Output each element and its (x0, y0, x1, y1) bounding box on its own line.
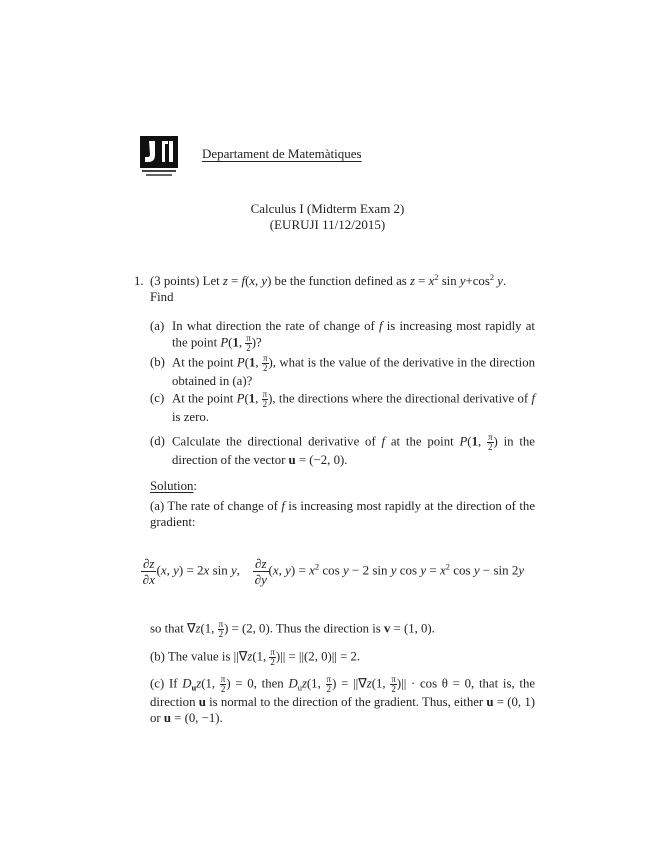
department-name: Departament de Matemàtiques (202, 146, 362, 161)
item-c-label: (c) (150, 391, 165, 405)
item-b-text: At the point P(1, $\frac{\pi}{2}$ ), what is the value of the derivative in the direction obtained in (a)? (172, 353, 535, 388)
university-logo-icon (140, 136, 178, 178)
question-number: 1. (134, 274, 144, 288)
solution-part-a: (a) The rate of change of f is increasing most rapidly at the direction of the gradient: (150, 499, 535, 529)
question-intro-b: be the function defined as (271, 274, 410, 288)
question-intro-a: Let (202, 274, 223, 288)
solution-part-c: (c) If $D_uz(1$, $\frac{\pi}{2}$ ) = 0, then $D_uz(1$, $\frac{\pi}{2}$ ) = ||∇z(1, $\frac{\pi}{2}$ )|| · cos θ = 0, that is, the direction u is normal to the direction of the gradient. Thus, either u = (0, 1) or u = (0, −1). (150, 674, 536, 725)
item-b-label: (b) (150, 355, 165, 369)
exam-subtitle: (EURUJI 11/12/2015) (269, 217, 386, 232)
partial-derivatives-equation: $\frac{\partial z}{\partial x}(x$, y) = 2x sin y, $\frac{\partial z}{\partial y}(x$, $y) = x^2$ cos y − 2 sin y $\cos y = x^2$ cos y − sin 2y (142, 556, 525, 587)
item-a-label: (a) (150, 319, 165, 333)
solution-part-b: (b) The value is ||∇z(1, $\frac{\pi}{2}$ )|| = ||(2, 0)|| = 2. (150, 647, 361, 667)
item-d-label: (d) (150, 434, 165, 448)
item-c-text: At the point P(1, $\frac{\pi}{2}$ ), the directions where the directional derivative of f is zero. (172, 389, 536, 424)
question-intro: (3 points) Let z = f(x, y) be the function defined as $z = x^2$ $\sin y+\cos^2$ y. Find (150, 272, 507, 304)
solution-so-that: so that ∇z(1, $\frac{\pi}{2}$ ) = (2, 0). Thus the direction is v = (1, 0). (150, 619, 435, 639)
find-label: Find (150, 290, 174, 304)
exam-title: Calculus I (Midterm Exam 2) (250, 201, 405, 216)
solution-heading: Solution: (150, 479, 197, 493)
question-points: (3 points) (150, 274, 200, 288)
item-a-text: In what direction the rate of change of f is increasing most rapidly at the point P(1, $\frac{\pi}{2}$ )? (172, 319, 535, 353)
item-d-text: Calculate the directional derivative of f at the point P(1, $\frac{\pi}{2}$ ) in the direction of the vector u = (−2, 0). (172, 432, 535, 467)
